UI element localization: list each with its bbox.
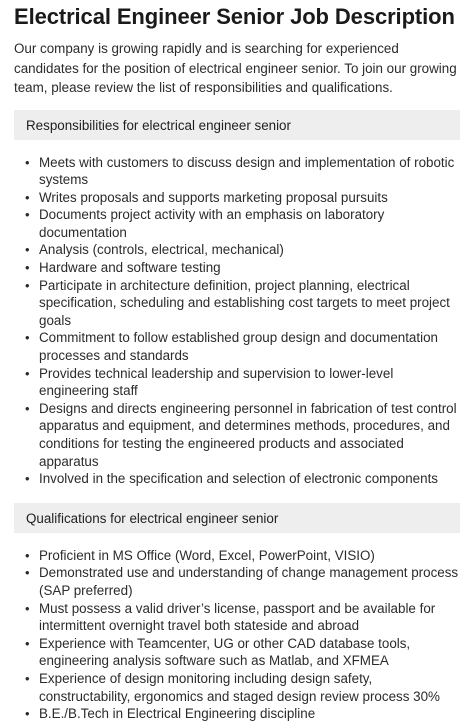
bullet-icon: • (25, 207, 30, 223)
bullet-icon: • (25, 547, 30, 563)
page-title: Electrical Engineer Senior Job Description (14, 4, 455, 29)
bullet-icon: • (25, 635, 30, 651)
bullet-icon: • (25, 565, 30, 581)
list-item (23, 470, 460, 488)
list-item-text: Experience with Teamcenter, UG or other CAD database tools, engineering analysis software such as Matlab, and XFMEA (39, 635, 411, 669)
bullet-icon: • (25, 471, 30, 487)
list-item-text: Documents project activity with an emphasis on laboratory documentation (39, 207, 385, 240)
bullet-icon: • (25, 706, 30, 722)
list-item (23, 206, 460, 241)
list-item (23, 400, 460, 470)
responsibilities-heading: Responsibilities for electrical engineer senior (14, 110, 460, 140)
list-item-text: Experience of design monitoring including design safety, constructability, ergonomics and staged design review process 30% (39, 670, 440, 704)
list-item (23, 241, 460, 259)
list-item-text: Designs and directs engineering personnel in fabrication of test control apparatus and equipment, and determines methods, procedures, and conditions for testing the engineered products and associated apparatus (39, 400, 457, 469)
list-item (23, 154, 460, 189)
list-item (23, 277, 460, 330)
list-item (23, 365, 460, 400)
list-item (23, 670, 460, 705)
responsibilities-list (14, 154, 460, 488)
list-item-text: Meets with customers to discuss design and implementation of robotic systems (39, 154, 455, 188)
list-item-text: Proficient in MS Office (Word, Excel, PowerPoint, VISIO) (39, 547, 375, 563)
list-item (23, 564, 460, 599)
bullet-icon: • (25, 330, 30, 346)
list-item-text: Must possess a valid driver’s license, passport and be available for intermittent overnight travel both stateside and abroad (39, 600, 436, 634)
bullet-icon: • (25, 400, 30, 416)
bullet-icon: • (25, 670, 30, 686)
list-item-text: Provides technical leadership and supervision to lower-level engineering staff (39, 365, 394, 399)
list-item-text: Analysis (controls, electrical, mechanical) (39, 242, 284, 258)
bullet-icon: • (25, 277, 30, 293)
list-item-text: Participate in architecture definition, project planning, electrical specification, scheduling and establishing cost targets to meet project goals (39, 277, 450, 328)
list-item-text: Demonstrated use and understanding of change management process (SAP preferred) (39, 565, 459, 598)
bullet-icon: • (25, 600, 30, 616)
list-item-text: Writes proposals and supports marketing proposal pursuits (39, 189, 388, 205)
list-item (23, 259, 460, 277)
bullet-icon: • (25, 365, 30, 381)
list-item-text: Involved in the specification and selection of electronic components (39, 471, 438, 487)
list-item-text: Commitment to follow established group design and documentation processes and standards (39, 330, 438, 364)
list-item (23, 600, 460, 635)
qualifications-heading: Qualifications for electrical engineer senior (14, 503, 460, 533)
list-item (23, 189, 460, 207)
list-item (23, 329, 460, 364)
bullet-icon: • (25, 189, 30, 205)
bullet-icon: • (25, 242, 30, 258)
intro-paragraph: Our company is growing rapidly and is searching for experienced candidates for the position of electrical engineer senior. To join our growing team, please review the list of responsibilities and qualifications. (14, 41, 457, 95)
list-item-text: Hardware and software testing (39, 260, 221, 276)
list-item (23, 547, 460, 565)
bullet-icon: • (25, 260, 30, 276)
qualifications-list (14, 547, 460, 723)
bullet-icon: • (25, 154, 30, 170)
list-item (23, 705, 460, 723)
list-item (23, 635, 460, 670)
list-item-text: B.E./B.Tech in Electrical Engineering discipline (39, 706, 316, 722)
